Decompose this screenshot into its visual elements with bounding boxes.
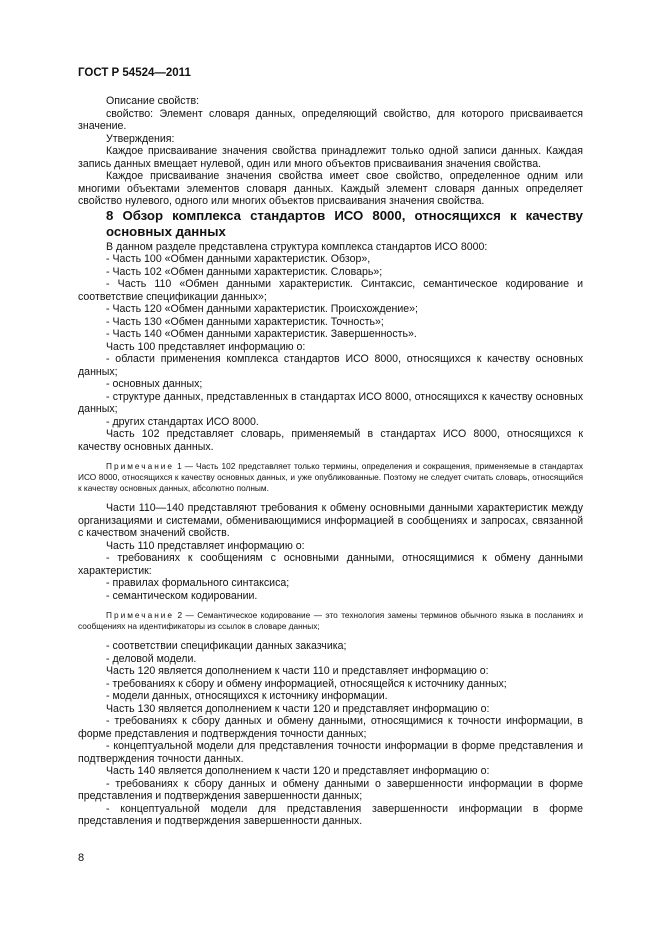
note-label: Примечание [106, 610, 175, 620]
list-item: - требованиях к сбору данных и обмену данными о завершенности информации в форме представления и подтверждения завершенности данных; [78, 777, 583, 802]
paragraph: Каждое присваивание значения свойства имеет свое свойство, определенное одним или многими объектами элементов словаря данных. Каждый элемент словаря данных определяет свойство нулевого, одного или многих объектов присваивания значения свойства. [78, 170, 583, 207]
note [78, 461, 583, 494]
list-item: - Часть 120 «Обмен данными характеристик. Происхождение»; [106, 303, 418, 315]
note-text: 1 — Часть 102 представляет только термины, определения и сокращения, применяемые в стандартах ИСО 8000, относящихся к качеству основных данных, и уже опубликованные. Поэтому не следует считать словарь, относящийся к качеству основных данных, абсолютно полным. [78, 461, 583, 493]
list-item: - Часть 102 «Обмен данными характеристик. Словарь»; [106, 265, 383, 278]
list-item: - структуре данных, представленных в стандартах ИСО 8000, относящихся к качеству основных данных; [78, 390, 583, 415]
paragraph: свойство: Элемент словаря данных, определяющий свойство, для которого присваивается значение. [78, 107, 583, 132]
paragraph: Утверждения: [106, 132, 175, 145]
list-item: - концептуальной модели для представления точности информации в форме представления и подтверждения точности данных. [78, 740, 583, 765]
list-item: - семантическом кодировании. [106, 589, 258, 602]
list-item: - концептуальной модели для представления завершенности информации в форме представления и подтверждения завершенности данных. [78, 802, 583, 827]
list-item: - требованиях к сбору и обмену информацией, относящейся к источнику данных; [106, 677, 507, 690]
list-item: - области применения комплекса стандартов ИСО 8000, относящихся к качеству основных данных; [78, 353, 583, 378]
document-body [78, 95, 583, 828]
paragraph: Часть 100 представляет информацию о: [106, 340, 306, 353]
list-item: - основных данных; [106, 378, 203, 390]
paragraph: Часть 102 представляет словарь, применяемый в стандартах ИСО 8000, относящихся к качеству основных данных. [78, 428, 583, 453]
note-label: Примечание [106, 461, 175, 471]
paragraph: В данном разделе представлена структура комплекса стандартов ИСО 8000: [106, 240, 488, 253]
page-number: 8 [78, 852, 85, 864]
list-item: - Часть 140 «Обмен данными характеристик. Завершенность». [106, 328, 417, 340]
paragraph: Части 110—140 представляют требования к обмену основными данными характеристик между организациями и системами, обменивающимися информацией в сообщениях и запросах, связанной с качеством значений свойств. [78, 502, 583, 539]
note [78, 610, 583, 632]
paragraph: Часть 140 является дополнением к части 120 и представляет информацию о: [106, 765, 490, 777]
document-header: ГОСТ Р 54524—2011 [78, 67, 191, 79]
list-item: - других стандартах ИСО 8000. [106, 415, 259, 428]
list-item: - Часть 110 «Обмен данными характеристик. Синтаксис, семантическое кодирование и соответствие спецификации данных»; [78, 278, 583, 303]
paragraph: Часть 110 представляет информацию о: [106, 539, 305, 552]
paragraph: Каждое присваивание значения свойства принадлежит только одной записи данных. Каждая запись данных вмещает нулевой, один или много объектов присваивания значения свойства. [78, 145, 583, 170]
paragraph: Часть 130 является дополнением к части 120 и представляет информацию о: [106, 702, 490, 715]
note-text: 2 — Семантическое кодирование — это технология замены терминов обычного языка в посланиях и сообщениях на идентификаторы из ссылок в словаре данных; [78, 610, 583, 631]
paragraph: Описание свойств: [106, 95, 200, 107]
list-item: - деловой модели. [106, 652, 197, 665]
list-item: - Часть 130 «Обмен данными характеристик. Точность»; [106, 315, 384, 328]
list-item: - требованиях к сбору данных и обмену данными, относящимися к точности информации, в форме представления и подтверждения точности данных; [78, 715, 583, 740]
paragraph: Часть 120 является дополнением к части 110 и представляет информацию о: [106, 665, 489, 677]
list-item: - требованиях к сообщениям с основными данными, относящимися к обмену данными характеристик: [78, 552, 583, 577]
list-item: - соответствии спецификации данных заказчика; [106, 640, 347, 652]
list-item: - модели данных, относящихся к источнику информации. [106, 690, 388, 702]
list-item: - правилах формального синтаксиса; [106, 577, 290, 589]
section-heading: 8 Обзор комплекса стандартов ИСО 8000, относящихся к качеству основных данных [106, 207, 583, 239]
list-item: - Часть 100 «Обмен данными характеристик. Обзор», [106, 253, 371, 265]
